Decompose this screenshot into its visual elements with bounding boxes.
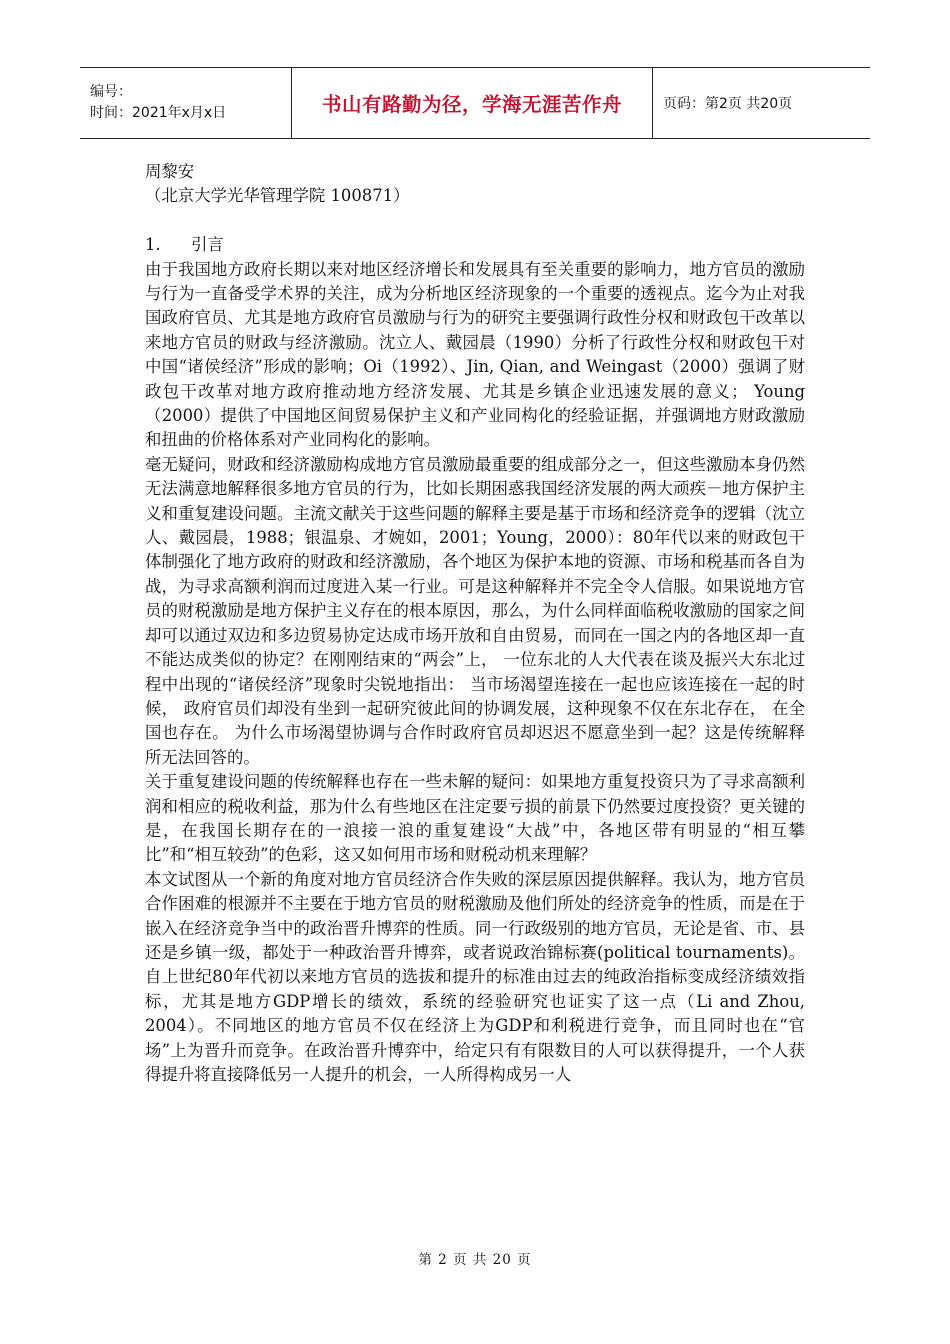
header-motto-cell [292, 68, 653, 138]
paragraph: 毫无疑问，财政和经济激励构成地方官员激励最重要的组成部分之一，但这些激励本身仍然无法满意地解释很多地方官员的行为，比如长期困惑我国经济发展的两大顽疾－地方保护主义和重复建设问题。主流文献关于这些问题的解释主要是基于市场和经济竞争的逻辑（沈立人、戴园晨，1988；银温泉、才婉如，2001；Young，2000）：80年代以来的财政包干体制强化了地方政府的财政和经济激励，各个地区为保护本地的资源、市场和税基而各自为战，为寻求高额利润而过度进入某一行业。可是这种解释并不完全令人信服。如果说地方官员的财税激励是地方保护主义存在的根本原因，那么，为什么同样面临税收激励的国家之间却可以通过双边和多边贸易协定达成市场开放和自由贸易，而同在一国之内的各地区却一直不能达成类似的协定？在刚刚结束的“两会”上， 一位东北的人大代表在谈及振兴大东北过程中出现的“诸侯经济”现象时尖锐地指出： 当市场渴望连接在一起也应该连接在一起的时候， 政府官员们却没有坐到一起研究彼此间的协调发展，这种现象不仅在东北存在， 在全国也存在。 为什么市场渴望协调与合作时政府官员却迟迟不愿意坐到一起？这是传统解释所无法回答的。 [145, 454, 805, 767]
page-footer: 第 2 页 共 20 页 [418, 1252, 532, 1268]
article-body [145, 160, 805, 1087]
section-heading [145, 233, 805, 257]
document-number-label: 编号： [90, 84, 132, 100]
header-meta [80, 68, 292, 138]
header-page-cell [653, 68, 870, 138]
page-header [80, 67, 870, 139]
header-motto: 书山有路勤为径，学海无涯苦作舟 [321, 93, 622, 116]
section-number: 1. [145, 235, 161, 255]
author-affiliation: （北京大学光华管理学院 100871） [145, 186, 410, 206]
document-time-label: 时间：2021年x月x日 [90, 105, 227, 121]
section-title: 引言 [191, 235, 224, 255]
header-page-number: 页码：第2页 共20页 [663, 96, 793, 112]
paragraph: 由于我国地方政府长期以来对地区经济增长和发展具有至关重要的影响力，地方官员的激励与行为一直备受学术界的关注，成为分析地区经济现象的一个重要的透视点。迄今为止对我国政府官员、尤其是地方政府官员激励与行为的研究主要强调行政性分权和财政包干改革以来地方官员的财政与经济激励。沈立人、戴园晨（1990）分析了行政性分权和财政包干对中国“诸侯经济”形成的影响；Oi（1992）、Jin, Qian, and Weingast（2000）强调了财政包干改革对地方政府推动地方经济发展、尤其是乡镇企业迅速发展的意义； Young（2000）提供了中国地区间贸易保护主义和产业同构化的经验证据，并强调地方财政激励和扭曲的价格体系对产业同构化的影响。 [145, 259, 805, 450]
author-name: 周黎安 [145, 162, 195, 181]
paragraph: 本文试图从一个新的角度对地方官员经济合作失败的深层原因提供解释。我认为，地方官员合作困难的根源并不主要在于地方官员的财税激励及他们所处的经济竞争的性质，而是在于嵌入在经济竞争当中的政治晋升博弈的性质。同一行政级别的地方官员，无论是省、市、县还是乡镇一级，都处于一种政治晋升博弈，或者说政治锦标赛(political tournaments)。自上世纪80年代初以来地方官员的选拔和提升的标准由过去的纯政治指标变成经济绩效指标，尤其是地方GDP增长的绩效，系统的经验研究也证实了这一点（Li and Zhou, 2004）。不同地区的地方官员不仅在经济上为GDP和利税进行竞争，而且同时也在“官场”上为晋升而竞争。在政治晋升博弈中，给定只有有限数目的人可以获得提升，一个人获得提升将直接降低另一人提升的机会，一人所得构成另一人 [145, 869, 805, 1085]
spacer [145, 209, 805, 233]
paragraph: 关于重复建设问题的传统解释也存在一些未解的疑问：如果地方重复投资只为了寻求高额利润和相应的税收利益，那为什么有些地区在注定要亏损的前景下仍然要过度投资？更关键的是，在我国长期存在的一浪接一浪的重复建设“大战”中，各地区带有明显的“相互攀比”和“相互较劲”的色彩，这又如何用市场和财税动机来理解？ [145, 772, 805, 865]
